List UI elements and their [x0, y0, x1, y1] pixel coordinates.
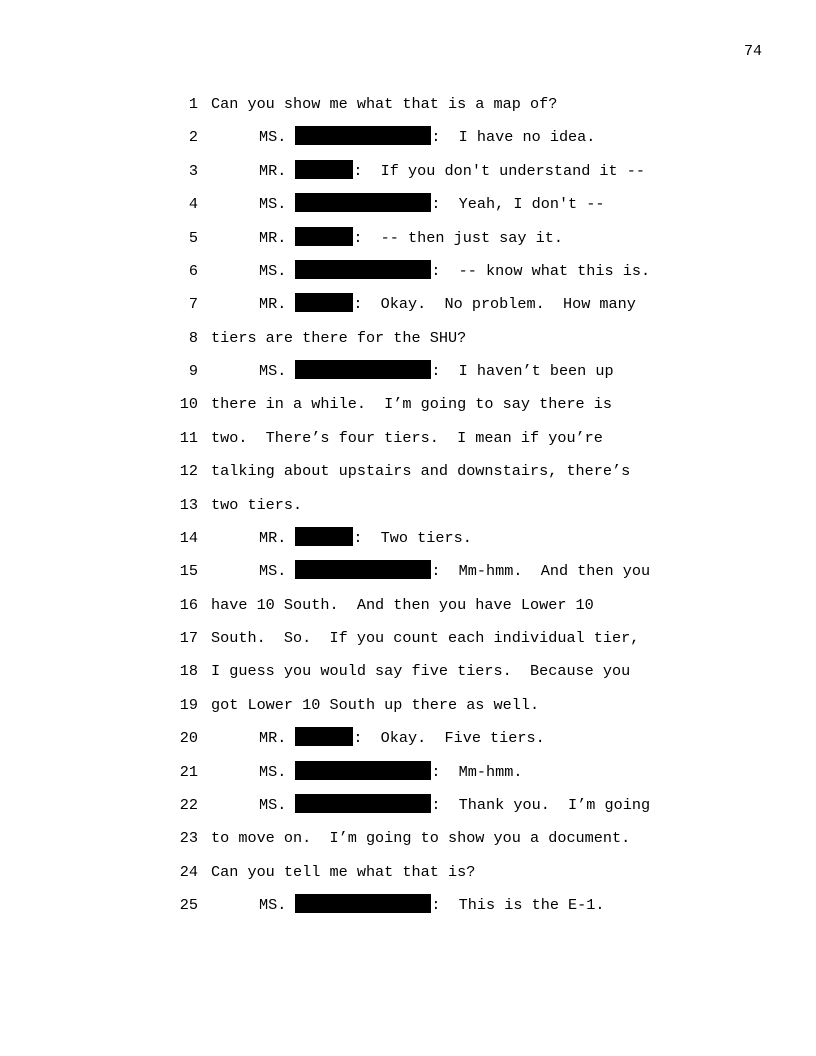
- line-number: 20: [179, 729, 198, 748]
- redaction-block: [295, 894, 431, 913]
- speaker-title: MS.: [259, 362, 287, 380]
- speaker-line: [259, 760, 522, 784]
- continuation-text: [211, 826, 630, 850]
- line-number: 21: [179, 762, 198, 781]
- speaker-title: MS.: [259, 562, 287, 581]
- line-number: 6: [188, 261, 198, 280]
- line-content: got Lower 10 South up there as well.: [211, 695, 540, 714]
- redaction-block: [295, 193, 431, 212]
- line-content: to move on. I’m going to show you a document.: [211, 829, 631, 848]
- transcript-line: [168, 459, 728, 492]
- page-number: 74: [743, 43, 762, 60]
- speaker-line: [259, 125, 595, 149]
- transcript-line: [168, 326, 728, 359]
- line-content: there in a while. I’m going to say there is: [211, 395, 613, 414]
- speaker-title: MR.: [259, 161, 287, 180]
- line-content: two. There’s four tiers. I mean if you’re: [211, 428, 603, 447]
- transcript-line: [168, 559, 728, 592]
- transcript-line: [168, 493, 728, 526]
- speaker-line: [259, 893, 605, 917]
- line-number: 4: [188, 195, 198, 214]
- transcript-line: [168, 626, 728, 659]
- line-content: : Two tiers.: [353, 528, 472, 547]
- redaction-block: [295, 293, 353, 312]
- line-number: 25: [179, 896, 198, 914]
- continuation-text: [211, 626, 639, 650]
- line-content: : Yeah, I don't --: [431, 195, 605, 214]
- transcript-line: [168, 392, 728, 425]
- line-content: : Thank you. I’m going: [431, 795, 651, 814]
- speaker-title: MS.: [259, 195, 287, 214]
- speaker-line: [259, 192, 605, 216]
- line-content: I guess you would say five tiers. Because you: [211, 662, 631, 681]
- transcript-line: [168, 693, 728, 726]
- line-content: have 10 South. And then you have Lower 10: [211, 595, 594, 614]
- transcript-line: [168, 893, 728, 926]
- line-number: 22: [179, 795, 198, 814]
- line-content: : I haven’t been up: [431, 362, 614, 380]
- line-number: 12: [179, 462, 198, 481]
- transcript-line: [168, 192, 728, 225]
- line-number: 23: [179, 829, 198, 848]
- line-content: tiers are there for the SHU?: [211, 328, 467, 347]
- line-number: 16: [179, 595, 198, 614]
- transcript-line: [168, 292, 728, 325]
- continuation-text: [211, 459, 630, 483]
- speaker-title: MS.: [259, 762, 287, 781]
- continuation-text: [211, 860, 475, 884]
- redaction-block: [295, 160, 353, 179]
- line-number: 1: [188, 95, 198, 113]
- transcript-body: [168, 92, 728, 926]
- line-number: 13: [179, 495, 198, 514]
- line-number: 8: [188, 328, 198, 347]
- speaker-line: [259, 259, 650, 283]
- transcript-line: [168, 860, 728, 893]
- line-content: : Okay. No problem. How many: [353, 295, 636, 314]
- line-content: Can you tell me what that is?: [211, 862, 476, 881]
- speaker-title: MR.: [259, 528, 287, 547]
- redaction-block: [295, 527, 353, 546]
- line-number: 18: [179, 662, 198, 681]
- line-number: 3: [188, 161, 198, 180]
- line-content: : -- know what this is.: [431, 261, 651, 280]
- redaction-block: [295, 560, 431, 579]
- continuation-text: [211, 693, 539, 717]
- line-number: 15: [179, 562, 198, 581]
- transcript-line: [168, 226, 728, 259]
- line-content: : Mm-hmm. And then you: [431, 562, 651, 581]
- speaker-title: MR.: [259, 228, 287, 247]
- speaker-title: MS.: [259, 261, 287, 280]
- line-number: 17: [179, 629, 198, 647]
- speaker-title: MS.: [259, 128, 287, 147]
- line-content: two tiers.: [211, 495, 303, 514]
- speaker-line: [259, 526, 472, 550]
- continuation-text: [211, 659, 630, 683]
- redaction-block: [295, 260, 431, 279]
- redaction-block: [295, 227, 353, 246]
- line-content: : I have no idea.: [431, 128, 596, 147]
- continuation-text: [211, 392, 612, 416]
- line-number: 2: [188, 128, 198, 147]
- line-number: 9: [188, 362, 198, 380]
- line-content: talking about upstairs and downstairs, there’s: [211, 462, 631, 481]
- transcript-line: [168, 92, 728, 125]
- line-number: 10: [179, 395, 198, 414]
- transcript-line: [168, 793, 728, 826]
- line-content: : If you don't understand it --: [353, 161, 645, 180]
- transcript-line: [168, 125, 728, 158]
- speaker-line: [259, 793, 650, 817]
- line-number: 19: [179, 695, 198, 714]
- transcript-line: [168, 259, 728, 292]
- line-content: : Mm-hmm.: [431, 762, 523, 781]
- speaker-line: [259, 359, 614, 383]
- line-content: : Okay. Five tiers.: [353, 729, 545, 748]
- line-number: 7: [188, 295, 198, 314]
- continuation-text: [211, 493, 302, 517]
- speaker-line: [259, 559, 650, 583]
- speaker-title: MR.: [259, 295, 287, 314]
- line-content: : This is the E-1.: [431, 896, 605, 914]
- redaction-block: [295, 126, 431, 145]
- redaction-block: [295, 761, 431, 780]
- transcript-line: [168, 760, 728, 793]
- transcript-line: [168, 359, 728, 392]
- transcript-line: [168, 159, 728, 192]
- continuation-text: [211, 426, 603, 450]
- line-content: Can you show me what that is a map of?: [211, 95, 558, 113]
- line-content: : -- then just say it.: [353, 228, 563, 247]
- redaction-block: [295, 727, 353, 746]
- speaker-title: MR.: [259, 729, 287, 748]
- continuation-text: [211, 92, 557, 116]
- transcript-line: [168, 726, 728, 759]
- transcript-line: [168, 826, 728, 859]
- speaker-title: MS.: [259, 896, 287, 914]
- continuation-text: [211, 326, 466, 350]
- speaker-title: MS.: [259, 795, 287, 814]
- transcript-line: [168, 593, 728, 626]
- speaker-line: [259, 726, 545, 750]
- speaker-line: [259, 226, 563, 250]
- redaction-block: [295, 360, 431, 379]
- line-number: 11: [179, 428, 198, 447]
- line-content: South. So. If you count each individual tier,: [211, 629, 640, 647]
- transcript-line: [168, 426, 728, 459]
- speaker-line: [259, 159, 645, 183]
- line-number: 5: [188, 228, 198, 247]
- transcript-line: [168, 526, 728, 559]
- transcript-line: [168, 659, 728, 692]
- redaction-block: [295, 794, 431, 813]
- speaker-line: [259, 292, 636, 316]
- line-number: 24: [179, 862, 198, 881]
- continuation-text: [211, 593, 594, 617]
- line-number: 14: [179, 528, 198, 547]
